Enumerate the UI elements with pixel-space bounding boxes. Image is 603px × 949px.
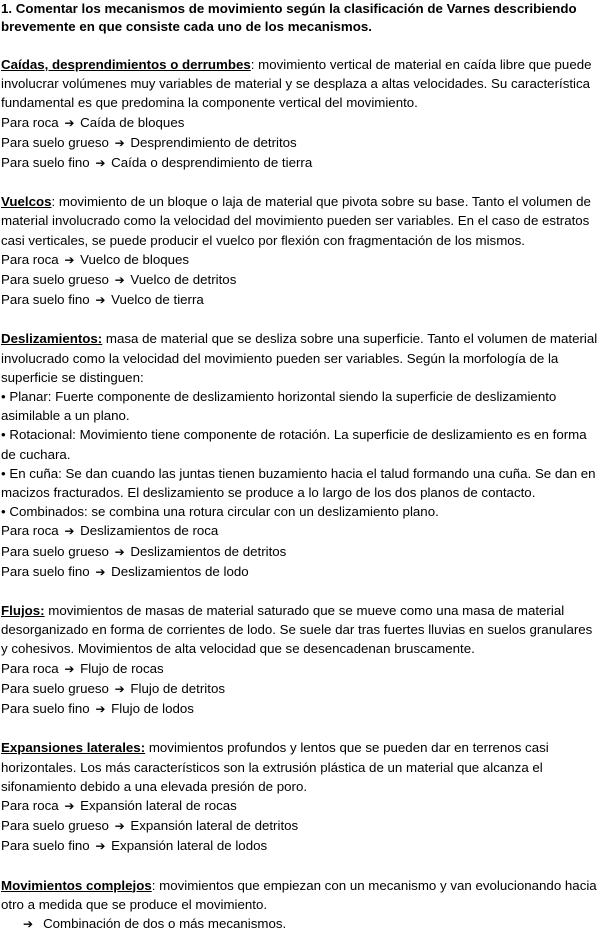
item-material: Para suelo grueso xyxy=(1,818,109,834)
item-mechanism: Flujo de lodos xyxy=(111,701,194,717)
section-description-text: movimientos profundos y lentos que se pueden dar en terrenos casi horizontales. Los más característicos son la extrusión plástica de un material que alcanza el sifonamiento debido a una elevada presión de poro. xyxy=(1,740,549,794)
section-term: Expansiones laterales: xyxy=(1,740,146,756)
classification-item xyxy=(1,699,602,719)
right-arrow-icon: ➔ xyxy=(64,524,75,539)
right-arrow-icon: ➔ xyxy=(95,564,106,579)
classification-item xyxy=(1,250,602,270)
right-arrow-icon: ➔ xyxy=(114,819,125,834)
section-caidas xyxy=(1,55,602,173)
section-description xyxy=(1,601,602,659)
item-mechanism: Deslizamientos de lodo xyxy=(111,563,249,579)
item-material: Para roca xyxy=(1,660,59,676)
sections-container xyxy=(1,55,602,934)
classification-item xyxy=(1,290,602,310)
item-mechanism: Vuelco de bloques xyxy=(80,251,190,267)
section-expansiones xyxy=(1,738,602,856)
classification-item xyxy=(1,679,602,699)
section-description-text: movimientos de masas de material saturado que se mueve como una masa de material desorganizado en forma de corrientes de lodo. Se suele dar tras fuertes lluvias en suelos granulares y cohesivos. Movimientos de alta velocidad que se desencadenan bruscamente. xyxy=(1,603,593,657)
item-mechanism: Deslizamientos de detritos xyxy=(130,543,287,559)
classification-item xyxy=(1,521,602,541)
section-term: Movimientos complejos xyxy=(1,877,152,893)
item-material: Para suelo fino xyxy=(1,155,90,171)
bullet-item: • En cuña: Se dan cuando las juntas tienen buzamiento hacia el talud formando una cuña. Se dan en macizos fracturados. El deslizamiento se produce a lo largo de los dos planos de contacto. xyxy=(1,465,596,501)
right-arrow-icon: ➔ xyxy=(64,661,75,676)
item-material: Para roca xyxy=(1,251,59,267)
question-heading: 1. Comentar los mecanismos de movimiento según la clasificación de Varnes describiendo brevemente en que consiste cada uno de los mecanismos. xyxy=(1,1,577,34)
right-arrow-icon: ➔ xyxy=(114,544,125,559)
item-mechanism: Expansión lateral de detritos xyxy=(130,818,299,834)
bullet-item: • Combinados: se combina una rotura circular con un deslizamiento plano. xyxy=(1,504,439,520)
section-flujos xyxy=(1,601,602,719)
section-term: Caídas, desprendimientos o derrumbes xyxy=(1,57,251,72)
item-material: Para suelo fino xyxy=(1,563,90,579)
classification-item xyxy=(1,133,602,153)
item-material: Para suelo fino xyxy=(1,292,90,308)
item-mechanism: Expansión lateral de rocas xyxy=(80,797,237,813)
item-material: Para suelo grueso xyxy=(1,680,109,696)
right-arrow-icon: ➔ xyxy=(95,293,106,308)
item-mechanism: Vuelco de detritos xyxy=(130,272,237,288)
classification-item xyxy=(1,153,602,173)
section-description-text: movimiento de un bloque o laja de material que pivota sobre su base. Tanto el volumen de material involucrado como la velocidad del movimiento pueden ser variables. En el caso de estratos casi verticales, se puede producir el vuelco por flexión con fragmentación de los mismos. xyxy=(1,194,591,248)
right-arrow-icon: ➔ xyxy=(64,798,75,813)
item-material: Para roca xyxy=(1,114,59,130)
item-mechanism: Desprendimiento de detritos xyxy=(130,134,297,150)
section-term: Deslizamientos: xyxy=(1,331,103,347)
right-arrow-icon: ➔ xyxy=(114,135,125,150)
classification-item xyxy=(1,562,602,582)
section-description xyxy=(1,329,602,387)
item-material: Para suelo grueso xyxy=(1,272,109,288)
section-term-suffix: : xyxy=(151,877,156,893)
right-arrow-icon: ➔ xyxy=(114,681,125,696)
classification-item xyxy=(1,542,602,562)
section-description xyxy=(1,55,602,113)
section-term-suffix: : xyxy=(51,194,56,210)
item-material: Para suelo fino xyxy=(1,838,90,854)
item-mechanism: Deslizamientos de roca xyxy=(80,523,219,539)
right-arrow-icon: ➔ xyxy=(95,702,106,717)
classification-item xyxy=(1,816,602,836)
section-description xyxy=(1,738,602,796)
item-mechanism: Flujo de detritos xyxy=(130,680,225,696)
item-material: Para roca xyxy=(1,523,59,539)
bullet-item: • Planar: Fuerte componente de deslizamiento horizontal siendo la superficie de deslizamiento asimilable a un plano. xyxy=(1,389,557,424)
section-description-text: movimiento vertical de material en caída libre que puede involucrar volúmenes muy variables de material y se desplaza a altas velocidades. Su característica fundamental es que predomina la componente vertical del movimiento. xyxy=(1,57,592,111)
classification-item xyxy=(1,113,602,133)
item-material: Para suelo grueso xyxy=(1,543,109,559)
item-material: Para roca xyxy=(1,797,59,813)
classification-item xyxy=(1,796,602,816)
bullet-item: • Rotacional: Movimiento tiene componente de rotación. La superficie de deslizamiento es en forma de cuchara. xyxy=(1,427,587,462)
section-term: Flujos: xyxy=(1,603,45,619)
item-mechanism: Vuelco de tierra xyxy=(111,292,204,308)
section-complejos xyxy=(1,876,602,935)
section-description-text: masa de material que se desliza sobre una superficie. Tanto el volumen de material involucrado como la velocidad del movimiento pueden ser variables. Según la morfología de la superficie se distinguen: xyxy=(1,331,598,385)
item-mechanism: Expansión lateral de lodos xyxy=(111,838,268,854)
right-arrow-icon: ➔ xyxy=(114,273,125,288)
indented-arrow-item xyxy=(1,914,602,934)
section-description-text: movimientos que empiezan con un mecanismo y van evolucionando hacia otro a medida que se produce el movimiento. xyxy=(1,877,597,912)
right-arrow-icon: ➔ xyxy=(95,839,106,854)
item-mechanism: Caída o desprendimiento de tierra xyxy=(111,155,313,171)
item-material: Para suelo grueso xyxy=(1,134,109,150)
classification-item xyxy=(1,836,602,856)
item-mechanism: Flujo de rocas xyxy=(80,660,164,676)
item-material: Para suelo fino xyxy=(1,701,90,717)
item-mechanism: Caída de bloques xyxy=(80,114,185,130)
section-description xyxy=(1,192,602,250)
right-arrow-icon: ➔ xyxy=(64,252,75,267)
section-description xyxy=(1,876,602,914)
indented-item-text: Combinación de dos o más mecanismos. xyxy=(43,915,287,931)
classification-item xyxy=(1,659,602,679)
right-arrow-icon: ➔ xyxy=(95,156,106,171)
section-term-suffix: : xyxy=(250,57,255,72)
classification-item xyxy=(1,270,602,290)
section-term: Vuelcos xyxy=(1,194,52,210)
section-vuelcos xyxy=(1,192,602,310)
right-arrow-icon: ➔ xyxy=(23,916,34,931)
right-arrow-icon: ➔ xyxy=(64,115,75,130)
section-deslizamientos xyxy=(1,329,602,582)
